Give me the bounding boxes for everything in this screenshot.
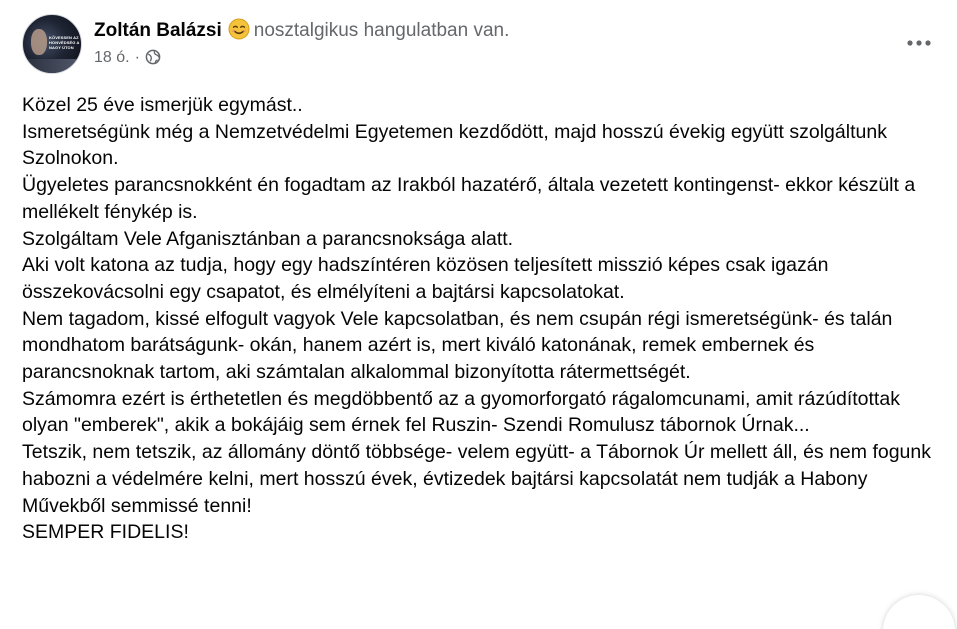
post-line: Ügyeletes parancsnokként én fogadtam az Irakból hazatérő, általa vezetett kontingenst- ekkor készült a mellékelt fénykép is. bbox=[22, 174, 916, 223]
post-line: Közel 25 éve ismerjük egymást.. bbox=[22, 94, 303, 116]
author-line bbox=[94, 18, 509, 47]
more-options-button[interactable] bbox=[901, 28, 937, 58]
globe-icon[interactable] bbox=[145, 49, 161, 71]
meta-separator: · bbox=[134, 49, 140, 66]
avatar-label: KÖVESSEN AZ HONVÉDSÉG A NAGY ÚTON bbox=[49, 35, 80, 50]
ellipsis-icon bbox=[906, 34, 932, 52]
feeling-text[interactable]: nosztalgikus hangulatban van. bbox=[253, 20, 510, 41]
floating-action-button[interactable] bbox=[883, 595, 955, 629]
post-text bbox=[22, 92, 942, 546]
post-line: SEMPER FIDELIS! bbox=[22, 521, 189, 544]
post-line: Számomra ezért is érthetetlen és megdöbbentő az a gyomorforgató rágalomcunami, amit rázúdítottak olyan "emberek", akik a bokájáig sem érnek fel Ruszin- Szendi Romulusz tábornok Úrnak... bbox=[22, 387, 900, 437]
author-avatar[interactable] bbox=[22, 14, 82, 74]
post-line: Szolgáltam Vele Afganisztánban a parancsnoksága alatt. bbox=[22, 227, 514, 250]
author-name[interactable]: Zoltán Balázsi bbox=[94, 20, 222, 41]
post-line: Ismeretségünk még a Nemzetvédelmi Egyetemen kezdődött, majd hosszú évekig együtt szolgáltunk Szolnokon. bbox=[22, 120, 887, 170]
post-line: Nem tagadom, kissé elfogult vagyok Vele kapcsolatban, és nem csupán régi ismeretségünk- és talán mondhatom barátságunk- okán, hanem azért is, mert kiváló katonának, remek embernek és parancsnoknak tartom, aki számtalan alkalommal bizonyította rátermettségét. bbox=[22, 307, 893, 384]
post-line: Aki volt katona az tudja, hogy egy hadszíntéren közösen teljesített misszió képes csak igazán összekovácsolni egy csapatot, és elmélyíteni a bajtársi kapcsolatokat. bbox=[22, 254, 829, 303]
post-line: Tetszik, nem tetszik, az állomány döntő többsége- velem együtt- a Tábornok Úr mellett áll, és nem fogunk habozni a védelmére kelni, mert hosszú évek, évtizedek bajtársi kapcsolatát nem tudják a Habony Művekből semmissé tenni! bbox=[22, 441, 931, 517]
avatar-face bbox=[31, 29, 47, 55]
smiling-face-icon bbox=[228, 18, 250, 47]
post-header bbox=[22, 14, 937, 76]
avatar-stripe bbox=[23, 59, 81, 73]
post-time[interactable]: 18 ó. bbox=[94, 49, 130, 66]
post-meta bbox=[94, 48, 161, 71]
